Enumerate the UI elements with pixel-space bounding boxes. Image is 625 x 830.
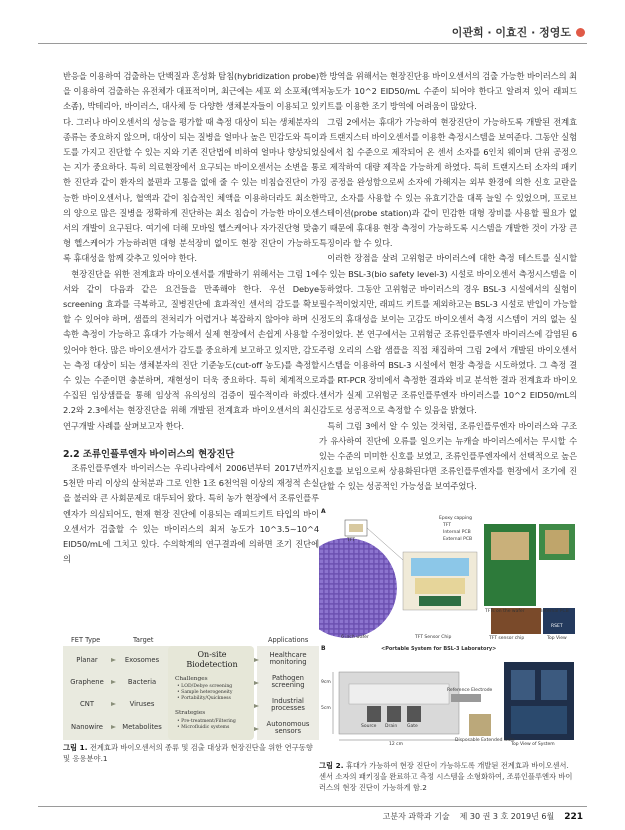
fig2-label-tft-small: TFT	[347, 538, 356, 543]
footer-divider	[38, 806, 587, 807]
fig2-label-12cm: 12 cm	[389, 742, 404, 747]
fig1-header-applications: Applications	[268, 636, 309, 644]
fig2-label-sensor-chip: TFT Sensor Chip	[415, 635, 452, 640]
fig2-label-tfts-on-wafer: TFTs on the wafer	[485, 609, 525, 614]
figure-2	[319, 508, 577, 754]
journal-logo-icon	[576, 28, 585, 37]
left-paragraph-1: 반응을 이용하여 검출하는 단백질과 혼성화 탐침(hybridization probe)을 이용하여 검출하는 유전체가 대표적이며, 최근에는 세포 외 소포체(엑소좀), 박테리아, 바이러스, 대사체 등 다양한 생체분자들이 이용되고 있다. 그러나 바이오센서의 성능을 평가할 때 측정 대상이 되는 생체분자의 종류는 중요하지 않으며, 대상이 되는 질병을 얼마나 높은 민감도와 특이도를 가지고 진단할 수 있는 지와 기존 진단법에 비하여 얼마나 향상되었는 지가 중요하다. 특히 의료현장에서 요구되는 바이오센서는 소변을 통한 진단과 같이 환자의 불편과 고통을 없애 줄 수 있는 비침습진단이 가능한 바이오센서나, 혈액과 같이 침습적인 체액을 이용하더라도 최소한의 양으로 많은 질병을 정확하게 진단하는 최소 침습이 가능한 바이오센서의 개발이 요구된다. 여기에 더해 모바일 헬스케어나 자가진단형 맞춤형 헬스케어가 가능하려면 대형 분석장비 없이도 현장 진단이 가능하도록 휴대성을 함께 갖추고 있어야 한다.	[63, 71, 319, 264]
fig1-challenge-2: • Sample heterogeneity	[177, 690, 233, 695]
fig2-extended-gate	[469, 714, 491, 736]
fig1-caption-label: 그림 1.	[63, 743, 88, 752]
fig1-app-autonomous: Autonomous sensors	[266, 720, 310, 735]
fig1-challenge-1: • LOD/Debye screening	[177, 684, 233, 689]
page-footer	[383, 811, 583, 822]
fig2-label-reference: Reference Electrode	[447, 688, 493, 693]
fig1-challenge-3: • Portability/Quickness	[177, 696, 231, 701]
right-column	[319, 69, 577, 495]
fig1-target-viruses: Viruses	[129, 700, 155, 708]
fig2-label-drain: Drain	[385, 724, 398, 729]
fig2-caption-text: 휴대가 가능하여 현장 진단이 가능하도록 개발된 전계효과 바이오센서. 센서 소자의 패키징을 완료하고 측정 시스템을 소형화하여, 조류인플루엔자 바이러스의 현장 진단이 가능하게 함.2	[319, 761, 573, 792]
fig1-fet-cnt: CNT	[80, 700, 94, 708]
authors-text: 이관희 · 이효진 · 정영도	[451, 26, 571, 39]
fig1-header-fet: FET Type	[71, 636, 101, 644]
fig2-panel-b	[319, 654, 577, 754]
figure-1-caption	[63, 742, 319, 764]
fig2-label-5cm: 5cm	[321, 706, 331, 711]
fig1-app-pathogen: Pathogen screening	[271, 674, 305, 689]
fig2-label-tft-sensor-chip: TFT sensor chip	[489, 636, 525, 641]
fig2-label-source: Source	[361, 724, 377, 729]
fig2-label-gate: Gate	[407, 724, 418, 729]
fig2-label-rset: RSET	[551, 624, 563, 629]
fig1-strategy-2: • Microfluidic systems	[177, 725, 230, 730]
fig1-app-industrial: Industrial processes	[271, 697, 305, 712]
left-column-lower	[63, 461, 319, 567]
fig2-caption-label: 그림 2.	[319, 761, 344, 770]
fig1-target-metabolites: Metabolites	[122, 723, 162, 731]
right-paragraph-2: 그림 2에서는 휴대가 가능하여 현장진단이 가능하도록 개발된 전계효과 트랜지스터 바이오센서를 이용한 측정시스템을 보여준다. 그동안 실험실에서 칩 수준으로 제작되어 온 센서 소자를 6인치 웨이퍼 단위 공정으로 제작하여 대량 제작을 가능하게 하였다. 특히 트랜지스터 소자의 패키징 공정을 완성함으로써 소자에 가해지는 외부 환경에 의한 신호 교란을 막고, 소자를 사용할 수 있는 유효기간을 대폭 늘일 수 있었으며, 프로브 스테이션(probe station)과 같이 민감한 대형 장비를 사용할 필요가 없기 때문에 휴대용 현장 측정이 가능하도록 시스템을 개발한 것이 가장 큰 특징이라 할 수 있다.	[319, 116, 577, 249]
header-authors	[452, 24, 585, 40]
footer-issue: 제 30 권 3 호 2019년 6월	[459, 812, 555, 821]
fig1-challenges-label: Challenges	[175, 676, 208, 682]
fig2-label-external-pcb: External PCB	[443, 537, 473, 542]
fig2-panel-a-label: A	[321, 508, 326, 515]
fig1-center-title: On-site Biodetection	[186, 650, 238, 669]
fig1-fet-graphene: Graphene	[70, 678, 104, 686]
header-divider	[38, 43, 587, 44]
fig2-panel-b-title: <Portable System for BSL-3 Laboratory>	[381, 646, 497, 652]
fig2-label-internal-pcb-photo: Internal PCB	[541, 609, 569, 614]
left-paragraph-3: 조류인플루엔자 바이러스는 우리나라에서 2006년부터 2017년까지 5천만 마리 이상의 살처분과 그로 인한 1조 6천억원 이상의 재정적 손실을 불러와 큰 사회문제로 대두되어 왔다. 특히 농가 현장에서 조류인플루엔자가 의심되어도, 현재 현장 진단에 이용되는 래피드키트 타입의 바이오센서가 검출할 수 있는 바이러스의 최저 농도가 10^3.5~10^4 EID50/mL에 그치고 있다. 수의학계의 연구결과에 의하면 조기 진단에 의	[63, 463, 319, 565]
fig2-panel-b-label: B	[321, 645, 326, 652]
fig1-strategies-label: Strategies	[175, 710, 206, 716]
fig2-label-tft: TFT	[443, 523, 452, 528]
fig1-caption-text: 전계효과 바이오센서의 종류 및 검출 대상과 현장진단을 위한 연구동향 및 응용분야.1	[63, 743, 313, 763]
right-paragraph-1: 한 방역을 위해서는 현장진단용 바이오센서의 검출 가능한 바이러스의 최저농도가 10^2 EID50/mL 수준이 되어야 한다고 알려져 있어 래피드 키트를 이용한 조기 방역에 어려움이 많았다.	[319, 71, 577, 112]
right-paragraph-4: 특히 그림 3에서 알 수 있는 것처럼, 조류인플루엔자 바이러스와 구조가 유사하여 진단에 오류를 일으키는 뉴캐슬 바이러스에서는 무시할 수 있는 수준의 미미한 신호를 보였고, 조류인플루엔자에서 선택적으로 높은 신호를 보임으로써 상용화된다면 조류인플루엔자를 현장에서 조기에 진단할 수 있는 성공적인 가능성을 보여주었다.	[319, 420, 577, 492]
fig1-fet-nanowire: Nanowire	[71, 723, 103, 731]
fig1-arrows	[63, 636, 319, 742]
fig1-strategy-1: • Pre-treatment/Filtering	[177, 719, 236, 724]
fig1-app-healthcare: Healthcare monitoring	[269, 651, 307, 666]
footer-journal: 고분자 과학과 기술	[382, 812, 450, 821]
left-paragraph-2: 현장진단을 위한 전계효과 바이오센서를 개발하기 위해서는 그림 1에서와 같이 다음과 같은 요건들을 만족해야 한다. 우선 Debye screening 효과를 극복하고, 질병진단에 효과적인 센서의 감도를 확보할 수 있어야 하며, 샘플의 전처리가 어렵거나 복잡하지 않아야 하며 신속한 측정이 가능하고 휴대가 가능해서 실제 현장에서 손쉽게 사용할 수 있어야 한다. 많은 바이오센서가 감도를 중요하게 보고하고 있지만, 감도는 측정 대상이 되는 생체분자의 진단 기준농도(cut-off 농도)를 측정할 수 있는 수준이면 충분하며, 재현성이 더욱 중요하다. 특히 체계적으로 수집된 임상샘플을 통해 임상적 유의성의 검증이 필수적이라 하겠다. 2.2와 2.3에서는 현장진단을 위해 개발된 전계효과 바이오센서의 최신 연구개발 사례를 살펴보고자 한다.	[63, 268, 319, 431]
section-title: 2.2 조류인플루엔자 바이러스의 현장진단	[63, 449, 235, 460]
left-column	[63, 69, 319, 434]
fig2-wafer	[319, 538, 397, 638]
page-number: 221	[564, 812, 583, 822]
right-paragraph-3: 이러한 장점을 살려 고위험군 바이러스에 대한 측정 테스트를 실시할 수 있는 BSL-3(bio safety level-3) 시설로 바이오센서 측정시스템을 이동하였다. 그동안 고위험군 바이러스의 경우 BSL-3 시설에서의 실험이 필수적이었지만, 래피드 키트를 제외하고는 BSL-3 시설로 반입이 가능할 정도의 휴대성을 보이는 고감도 바이오센서 측정 시스템이 거의 없는 실정이었다. 본 연구에서는 고위험군 조류인플루엔자 바이러스에 감염된 6주령 오리의 스왑 샘플을 직접 채집하여 그림 2에서 개발된 바이오센서 시스템을 이용하여 BSL-3 시설에서 현장 측정을 시도하였다. 그 측정 결과를 RT-PCR 장비에서 측정한 결과와 비교 분석한 결과 전계효과 바이오센서가 실제 고위험군 조류인플루엔자 바이러스를 10^2 EID50/mL의 감도로 성공적으로 측정할 수 있음을 밝혔다.	[319, 253, 577, 416]
fig1-fet-planar: Planar	[76, 656, 98, 664]
fig2-label-internal-pcb: Internal PCB	[443, 530, 471, 535]
fig2-label-epoxy: Epoxy capping	[439, 516, 472, 521]
figure-1	[63, 636, 319, 742]
fig2-label-9cm: 9cm	[321, 680, 331, 685]
fig2-label-top-view-system: Top View of System	[511, 742, 555, 747]
figure-2-caption	[319, 760, 577, 793]
fig2-label-disposable: Disposable Extended Gate	[455, 738, 515, 743]
fig1-target-exosomes: Exosomes	[124, 656, 160, 664]
fig2-label-wafer: 6 inch wafer	[341, 635, 369, 640]
fig1-header-target: Target	[133, 636, 154, 644]
fig1-target-bacteria: Bacteria	[127, 678, 157, 686]
fig2-label-top-view: Top View	[547, 636, 567, 641]
